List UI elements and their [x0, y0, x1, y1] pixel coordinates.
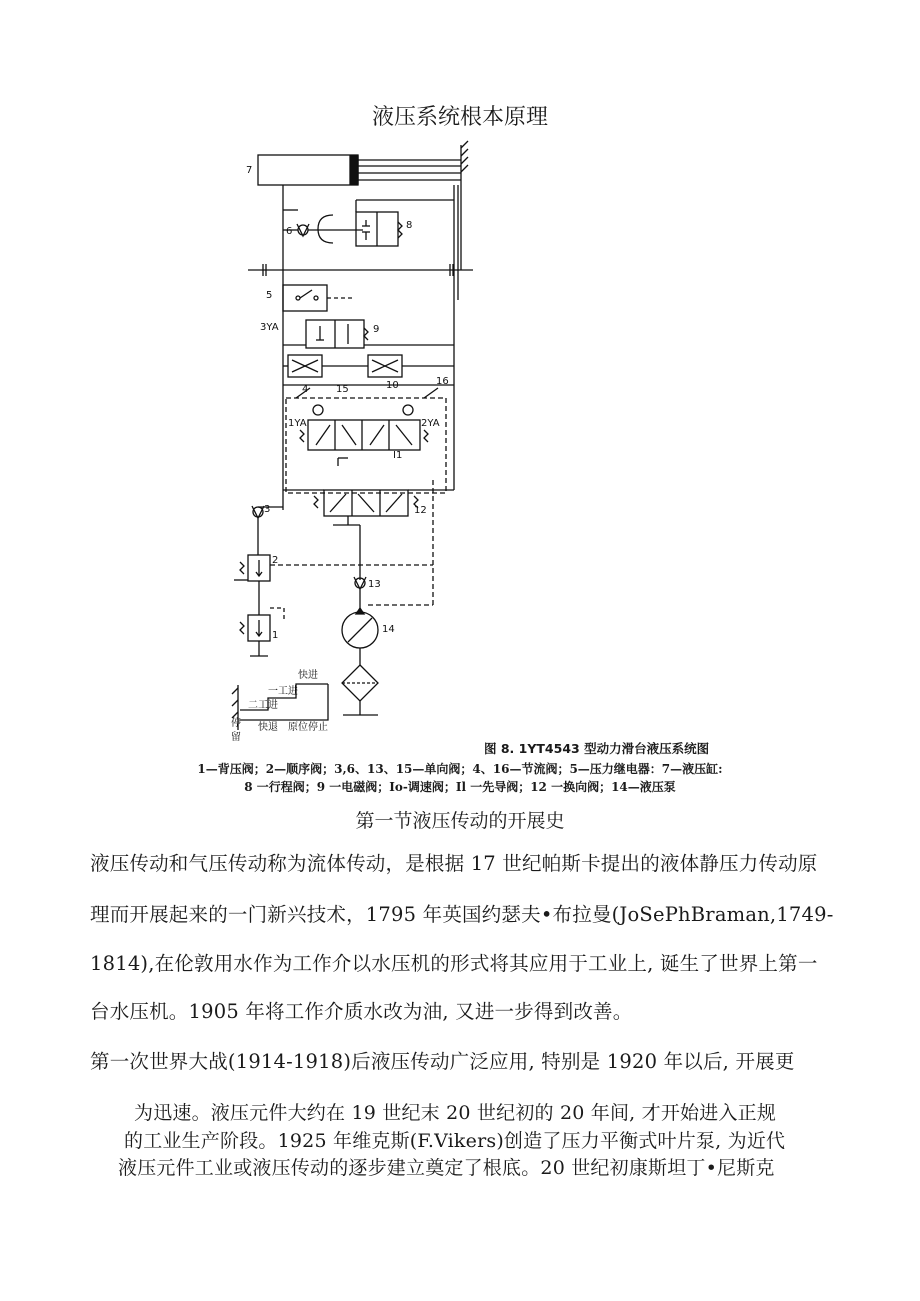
paragraph-2-line-3: 的工业生产阶段。1925 年维克斯(F.Vikers)创造了压力平衡式叶片泵, 为近代 — [124, 1130, 786, 1152]
label-1ya: 1YA — [288, 418, 307, 429]
label-9: 9 — [373, 324, 380, 335]
paragraph-1-line-4: 台水压机。1905 年将工作介质水改为油, 又进一步得到改善。 — [90, 1000, 633, 1023]
label-8: 8 — [406, 220, 413, 231]
figure-legend-line-1: 1—背压阀；2—顺序阀；3,6、13、15—单向阀；4、16—节流阀；5—压力继电器：7—液压缸: — [197, 762, 723, 776]
hydraulic-pump-14 — [342, 608, 378, 665]
oil-filter — [342, 665, 378, 715]
label-3: 3 — [264, 504, 271, 515]
label-3ya: 3YA — [260, 322, 279, 333]
label-fast-return: 快退 — [258, 722, 278, 733]
label-work-feed-1: 一工进 — [268, 686, 298, 697]
label-7: 7 — [246, 165, 253, 176]
label-1: 1 — [272, 630, 279, 641]
label-12: 12 — [414, 505, 427, 516]
paragraph-1-line-2: 理而开展起来的一门新兴技术，1795 年英国约瑟夫•布拉曼(JoSePhBraman,1749- — [90, 903, 834, 926]
label-10: 10 — [386, 380, 399, 391]
speed-control-valve-10 — [368, 355, 402, 377]
label-11: I1 — [393, 450, 403, 461]
figure-legend-line-2: 8 一行程阀；9 一电磁阀；Io-调速阀；Il 一先导阀；12 一换向阀；14—液压泵 — [244, 780, 676, 794]
check-valve-6 — [283, 224, 363, 236]
pilot-valve-11 — [286, 388, 446, 493]
solenoid-valve-9 — [283, 320, 454, 348]
label-16: 16 — [436, 376, 449, 387]
travel-valve-8 — [318, 200, 454, 246]
figure-caption: 图 8. 1YT4543 型动力滑台液压系统图 — [484, 741, 710, 756]
label-13: 13 — [368, 579, 381, 590]
label-5: 5 — [266, 290, 273, 301]
label-4: 4 — [302, 384, 309, 395]
check-valve-13 — [354, 525, 366, 610]
label-stop-1: 停 — [231, 718, 241, 729]
label-home-stop: 原位停止 — [288, 722, 328, 733]
hydraulic-circuit-diagram — [228, 140, 488, 760]
paragraph-2-line-4: 液压元件工业或液压传动的逐步建立奠定了根底。20 世纪初康斯坦丁•尼斯克 — [118, 1157, 775, 1179]
page-title: 液压系统根本原理 — [371, 105, 548, 130]
section-title: 第一节液压传动的开展史 — [355, 810, 565, 832]
paragraph-2-line-1: 第一次世界大战(1914-1918)后液压传动广泛应用, 特别是 1920 年以后, 开展更 — [90, 1050, 795, 1073]
label-2ya: 2YA — [421, 418, 440, 429]
label-fast-forward: 快进 — [298, 670, 318, 681]
hydraulic-cylinder-7 — [258, 141, 468, 270]
reversing-valve-12 — [314, 490, 418, 525]
label-2: 2 — [272, 555, 279, 566]
sequence-valve-2 — [240, 555, 433, 581]
pressure-switch-5 — [283, 285, 353, 311]
paragraph-1-line-1: 液压传动和气压传动称为流体传动，是根据 17 世纪帕斯卡提出的液体静压力传动原 — [90, 852, 818, 875]
paragraph-1-line-3: 1814),在伦敦用水作为工作介以水压机的形式将其应用于工业上, 诞生了世界上第一 — [90, 952, 818, 975]
label-14: 14 — [382, 624, 395, 635]
label-6: 6 — [286, 226, 293, 237]
label-15: 15 — [336, 384, 349, 395]
speed-control-valve — [288, 355, 322, 377]
label-stop-2: 留 — [231, 732, 241, 743]
paragraph-2-line-2: 为迅速。液压元件大约在 19 世纪末 20 世纪初的 20 年间, 才开始进入正规 — [134, 1102, 777, 1124]
label-work-feed-2: 二工进 — [248, 700, 278, 711]
